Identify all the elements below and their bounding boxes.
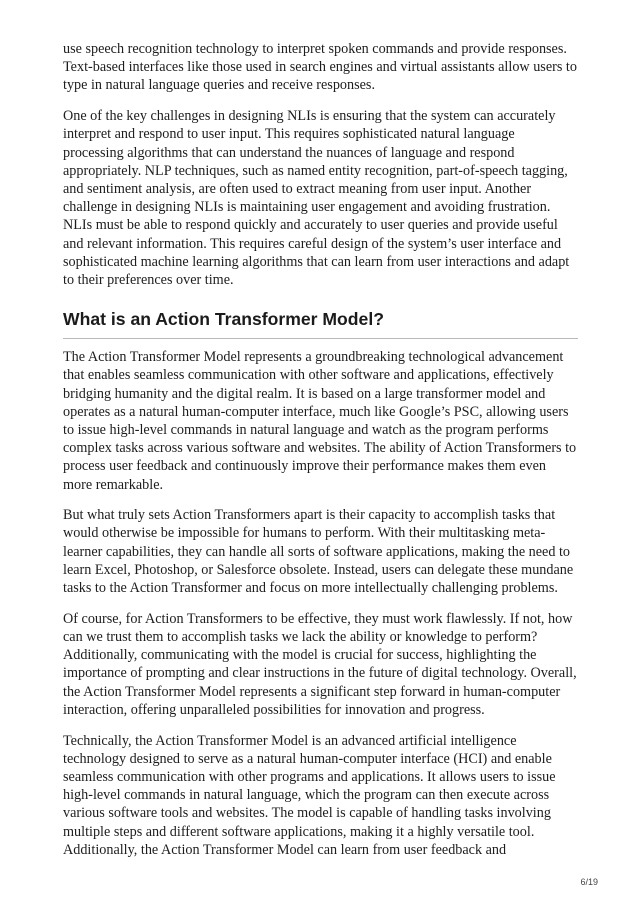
paragraph-action-transformer-technical: Technically, the Action Transformer Model is an advanced artificial intelligence technology designed to serve as a natural human-computer interface (HCI) and enable seamless communication with other programs and applications. It allows users to issue high-level commands in natural language, which the program can then execute across various software tools and websites. The model is capable of handling tasks involving multiple steps and different software applications, making it a highly versatile tool. Additionally, the Action Transformer Model can learn from user feedback and bbox=[63, 732, 556, 858]
paragraph-action-transformer-intro: The Action Transformer Model represents a groundbreaking technological advancement that enables seamless communication with other software and applications, effectively bridging humanity and the digital realm. It is based on a large transformer model and operates as a natural human-computer interface, much like Google’s PSC, allowing users to issue high-level commands in natural language and watch as the program performs complex tasks across various software and websites. The ability of Action Transformers to process user feedback and continuously improve their performance makes them even more remarkable. bbox=[63, 349, 577, 493]
page-number: 6/19 bbox=[580, 877, 598, 887]
document-page bbox=[63, 40, 578, 871]
section-heading: What is an Action Transformer Model? bbox=[63, 308, 578, 339]
paragraph-speech-interfaces: use speech recognition technology to interpret spoken commands and provide responses. Text-based interfaces like those used in search engines and virtual assistants allow users to type in natural language queries and receive responses. bbox=[63, 41, 577, 94]
paragraph-action-transformer-capabilities: But what truly sets Action Transformers apart is their capacity to accomplish tasks that would otherwise be impossible for humans to perform. With their multitasking meta-learner capabilities, they can handle all sorts of software applications, making the need to learn Excel, Photoshop, or Salesforce obsolete. Instead, users can delegate these mundane tasks to the Action Transformer and focus on more intellectually challenging problems. bbox=[63, 507, 574, 597]
paragraph-action-transformer-reliability: Of course, for Action Transformers to be effective, they must work flawlessly. If not, how can we trust them to accomplish tasks we lack the ability or knowledge to perform? Additionally, communicating with the model is crucial for success, highlighting the importance of prompting and clear instructions in the future of digital technology. Overall, the Action Transformer Model represents a significant step forward in human-computer interaction, offering unparalleled possibilities for innovation and progress. bbox=[63, 610, 577, 718]
paragraph-nli-challenges: One of the key challenges in designing NLIs is ensuring that the system can accurately interpret and respond to user input. This requires sophisticated natural language processing algorithms that can understand the nuances of language and respond appropriately. NLP techniques, such as named entity recognition, part-of-speech tagging, and sentiment analysis, are often used to extract meaning from user input. Another challenge in designing NLIs is maintaining user engagement and avoiding frustration. NLIs must be able to respond quickly and accurately to user queries and provide useful and relevant information. This requires careful design of the system’s user interface and sophisticated machine learning algorithms that can learn from user interactions and adapt to their preferences over time. bbox=[63, 108, 570, 288]
